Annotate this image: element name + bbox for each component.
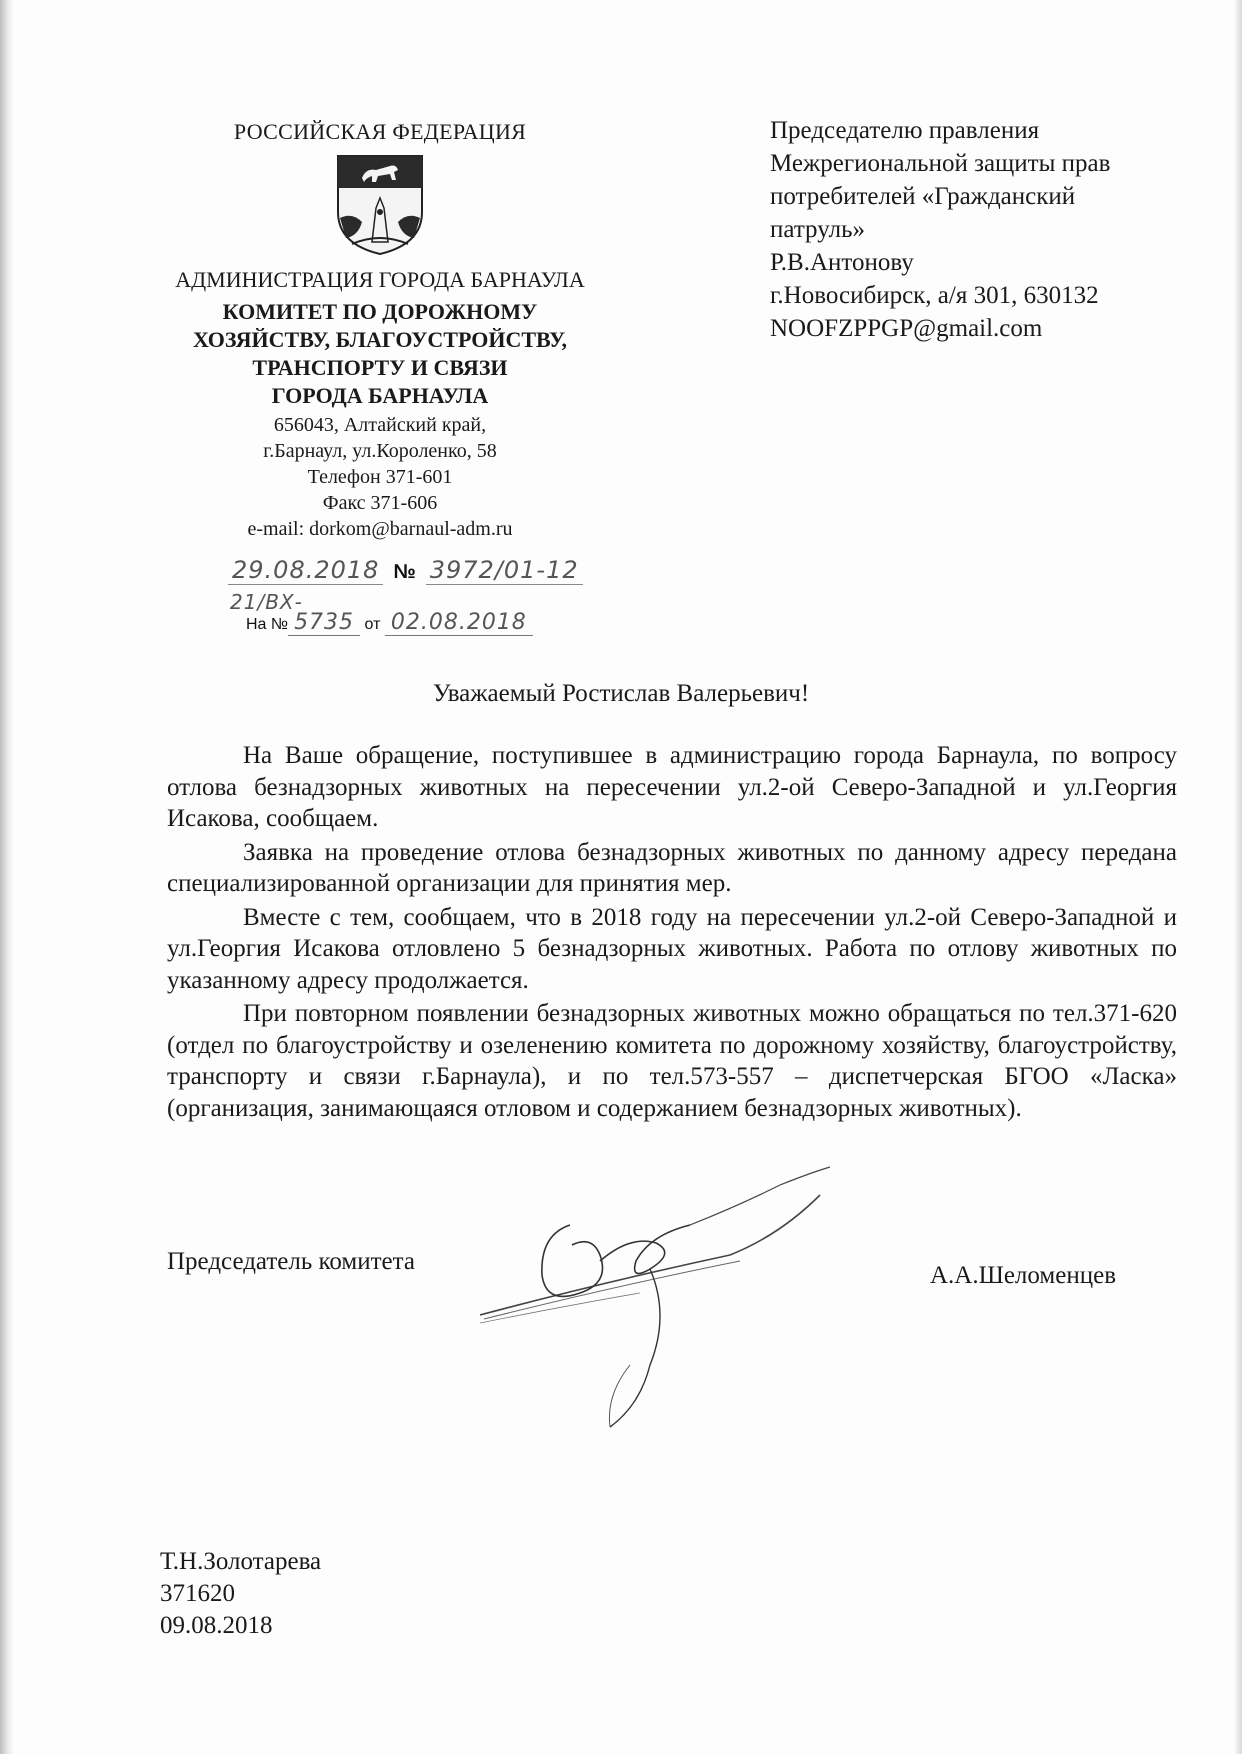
address-line: 656043, Алтайский край, — [273, 414, 487, 436]
addressee-line: потребителей «Гражданский — [770, 183, 1076, 210]
executor-date: 09.08.2018 — [160, 1612, 273, 1639]
registration-suffix: 21/ВХ- — [230, 590, 303, 614]
letterhead-administration: АДМИНИСТРАЦИЯ ГОРОДА БАРНАУЛА — [175, 267, 585, 292]
executor-name: Т.Н.Золотарева — [160, 1548, 322, 1575]
signer-name: А.А.Шеломенцев — [930, 1262, 1116, 1289]
scan-edge-right — [1234, 0, 1242, 1754]
addressee-line: Председателю правления — [770, 117, 1040, 144]
committee-line: ТРАНСПОРТУ И СВЯЗИ — [252, 355, 508, 380]
registration-line — [228, 556, 583, 585]
committee-address — [150, 412, 610, 542]
body-paragraph: При повторном появлении безнадзорных животных можно обращаться по тел.371-620 (отдел по благоустройству и озеленению комитета по дорожному хозяйству, благоустройству, транспорту и связи г.Барнаула), и по тел.573-557 – диспетчерская БГОО «Ласка» (организация, занимающаяся отловом и содержанием безнадзорных животных). — [167, 1000, 1177, 1122]
committee-line: КОМИТЕТ ПО ДОРОЖНОМУ — [222, 299, 538, 324]
address-line: Телефон 371-601 — [307, 466, 453, 488]
signer-title: Председатель комитета — [167, 1248, 415, 1275]
outgoing-date: 29.08.2018 — [228, 556, 383, 585]
reference-line — [246, 610, 533, 635]
addressee-address: г.Новосибирск, а/я 301, 630132 — [770, 282, 1099, 309]
letterhead — [150, 118, 610, 542]
addressee-email: NOOFZPPGP@gmail.com — [770, 315, 1043, 342]
body-paragraph: На Ваше обращение, поступившее в администрацию города Барнаула, по вопросу отлова безнадзорных животных на пересечении ул.2-ой Северо-Западной и ул.Георгия Исакова, сообщаем. — [167, 742, 1177, 832]
letter-body — [167, 740, 1177, 1126]
reference-from-label: от — [364, 616, 381, 633]
reference-date: 02.08.2018 — [385, 610, 533, 636]
addressee-name: Р.В.Антонову — [770, 249, 914, 276]
addressee-line: патруль» — [770, 216, 866, 243]
handwritten-signature — [480, 1165, 860, 1435]
outgoing-number: 3972/01-12 — [426, 556, 583, 585]
registration-stamp — [228, 556, 618, 646]
scan-edge-left — [0, 0, 14, 1754]
body-paragraph: Вместе с тем, сообщаем, что в 2018 году на пересечении ул.2-ой Северо-Западной и ул.Георгия Исакова отловлено 5 безнадзорных животных. Работа по отлову животных по указанному адресу продолжается. — [167, 903, 1177, 994]
committee-name — [150, 298, 610, 410]
coat-of-arms-icon — [332, 152, 428, 258]
addressee-block — [770, 114, 1190, 345]
body-paragraph: Заявка на проведение отлова безнадзорных животных по данному адресу передана специализированной организации для принятия мер. — [167, 838, 1177, 897]
letterhead-country: РОССИЙСКАЯ ФЕДЕРАЦИЯ — [233, 119, 527, 144]
address-line: г.Барнаул, ул.Короленко, 58 — [263, 440, 497, 462]
reference-number: 5735 — [288, 610, 360, 636]
executor-block — [160, 1546, 321, 1642]
email-line: e-mail: dorkom@barnaul-adm.ru — [247, 518, 513, 540]
committee-line: ХОЗЯЙСТВУ, БЛАГОУСТРОЙСТВУ, — [192, 327, 568, 352]
number-label: № — [393, 561, 416, 583]
salutation: Уважаемый Ростислав Валерьевич! — [432, 680, 810, 707]
committee-line: ГОРОДА БАРНАУЛА — [271, 383, 489, 408]
address-line: Факс 371-606 — [322, 492, 438, 514]
reference-label: На № — [246, 616, 289, 633]
executor-phone: 371620 — [160, 1580, 235, 1607]
addressee-line: Межрегиональной защиты прав — [770, 150, 1111, 177]
